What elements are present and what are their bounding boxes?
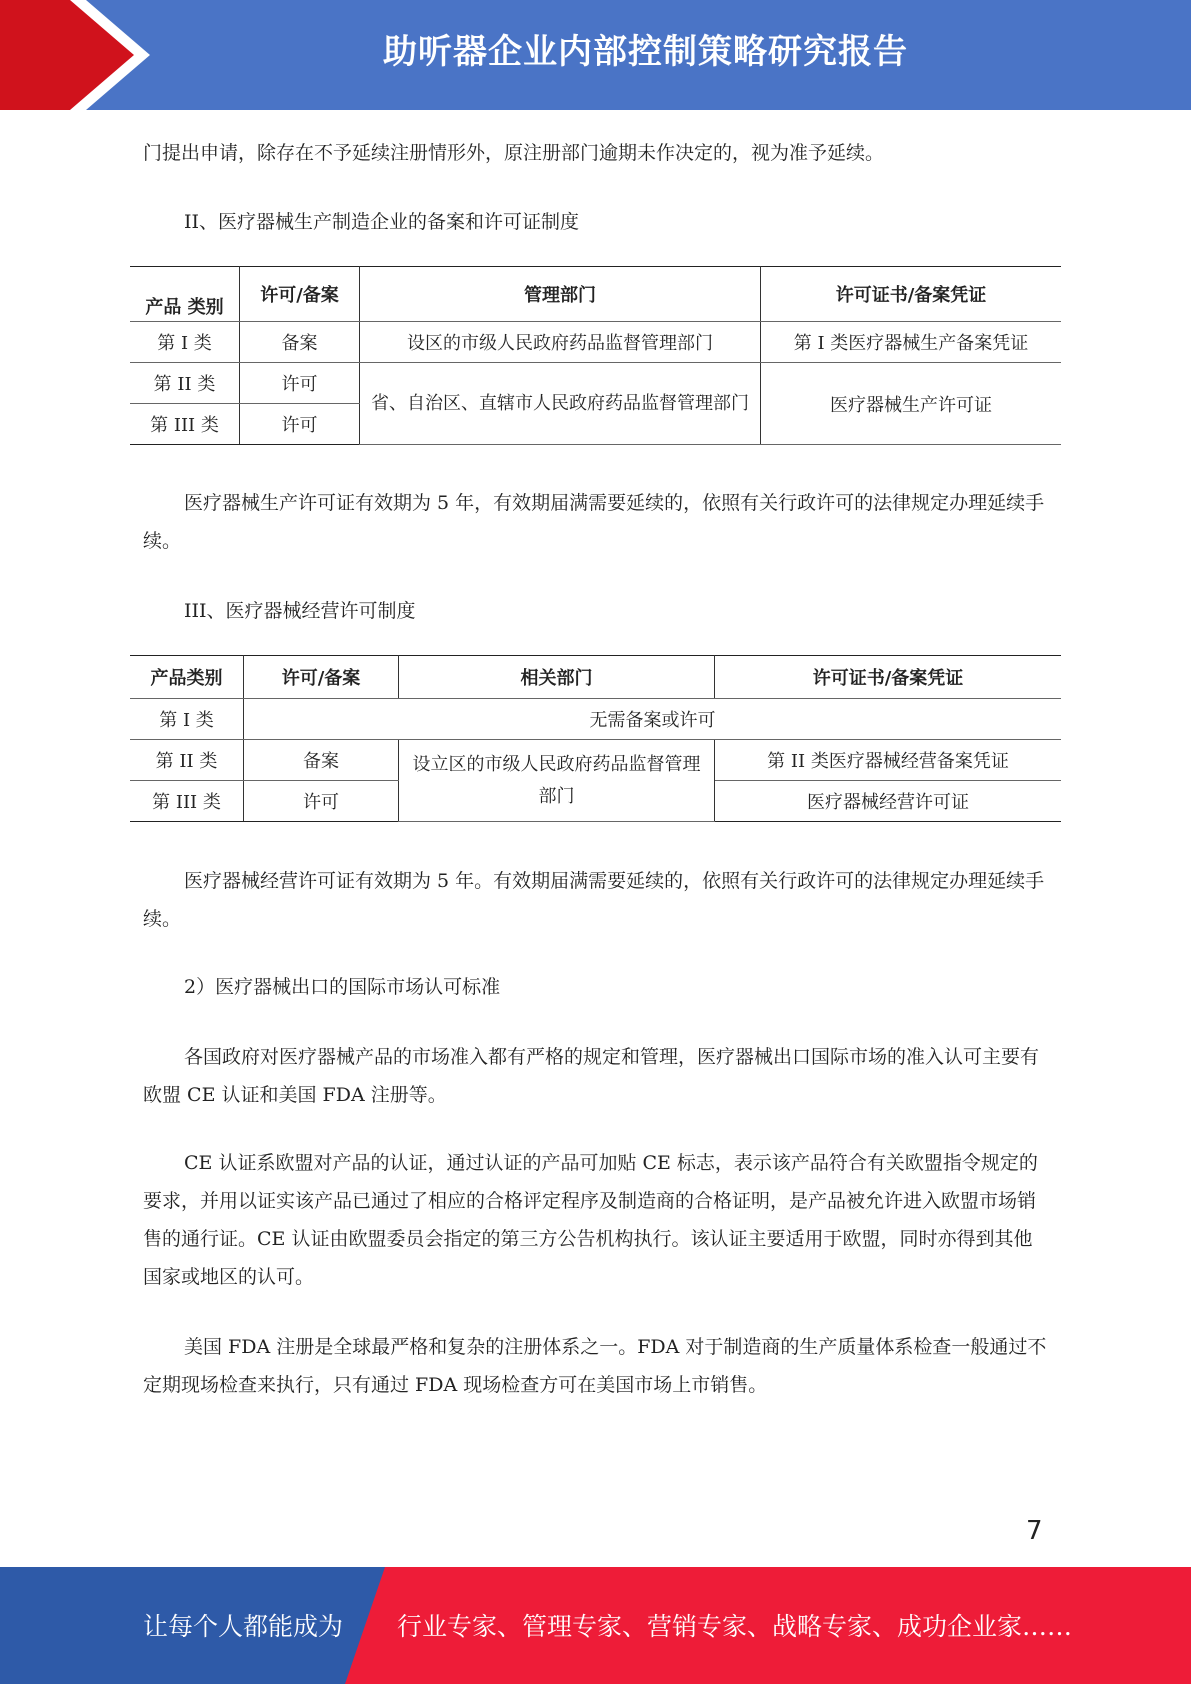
table-cell: 医疗器械经营许可证	[715, 781, 1062, 822]
table-cell: 设区的市级人民政府药品监督管理部门	[360, 322, 761, 363]
table-cell: 第 III 类	[130, 404, 240, 445]
page-footer	[0, 1567, 1191, 1684]
table-cell: 许可	[240, 363, 360, 404]
section-heading-export: 2）医疗器械出口的国际市场认可标准	[184, 976, 501, 998]
table-header-row	[130, 267, 1061, 322]
page-header	[0, 0, 1191, 110]
table-cell-merged: 省、自治区、直辖市人民政府药品监督管理部门	[360, 363, 761, 445]
table-row	[130, 699, 1061, 740]
page-number: 7	[1026, 1516, 1043, 1546]
paragraph-market-access: 各国政府对医疗器械产品的市场准入都有严格的规定和管理，医疗器械出口国际市场的准入认可主要有欧盟 CE 认证和美国 FDA 注册等。	[143, 1046, 1040, 1106]
table-cell: 第 II 类	[130, 740, 244, 781]
table-cell-merged: 医疗器械生产许可证	[761, 363, 1062, 445]
table-cell: 备案	[240, 322, 360, 363]
table-header-cell: 产品 类别	[130, 267, 240, 322]
paragraph-continuation: 门提出申请，除存在不予延续注册情形外，原注册部门逾期未作决定的，视为准予延续。	[143, 142, 885, 164]
table-cell: 备案	[244, 740, 399, 781]
table-cell: 许可	[244, 781, 399, 822]
table-cell-merged: 设立区的市级人民政府药品监督管理部门	[399, 740, 715, 822]
section-heading-iii: III、医疗器械经营许可制度	[184, 600, 416, 622]
paragraph-ce-certification: CE 认证系欧盟对产品的认证，通过认证的产品可加贴 CE 标志，表示该产品符合有关欧盟指令规定的要求，并用以证实该产品已通过了相应的合格评定程序及制造商的合格证明，是产品被允许进入欧盟市场销售的通行证。CE 认证由欧盟委员会指定的第三方公告机构执行。该认证主要适用于欧盟，同时亦得到其他国家或地区的认可。	[143, 1152, 1038, 1288]
paragraph-production-validity: 医疗器械生产许可证有效期为 5 年，有效期届满需要延续的，依照有关行政许可的法律规定办理延续手续。	[143, 492, 1045, 552]
footer-slogan-right: 行业专家、管理专家、营销专家、战略专家、成功企业家……	[397, 1612, 1073, 1641]
table-cell: 许可	[240, 404, 360, 445]
table-header-row	[130, 656, 1061, 699]
table-row	[130, 322, 1061, 363]
table-header-cell: 相关部门	[399, 656, 715, 699]
table-cell: 第 I 类	[130, 699, 244, 740]
table-cell-merged: 无需备案或许可	[244, 699, 1062, 740]
table-row	[130, 363, 1061, 404]
table-header-cell: 许可/备案	[240, 267, 360, 322]
table-header-cell: 管理部门	[360, 267, 761, 322]
business-license-table	[130, 655, 1061, 822]
table-header-cell: 许可证书/备案凭证	[715, 656, 1062, 699]
page-title: 助听器企业内部控制策略研究报告	[383, 32, 908, 72]
table-cell: 第 II 类	[130, 363, 240, 404]
production-license-table	[130, 266, 1061, 445]
table-cell: 第 III 类	[130, 781, 244, 822]
table-header-cell: 许可/备案	[244, 656, 399, 699]
table-cell: 第 II 类医疗器械经营备案凭证	[715, 740, 1062, 781]
table-cell: 第 I 类	[130, 322, 240, 363]
header-chevron-icon	[0, 0, 140, 110]
table-header-cell: 许可证书/备案凭证	[761, 267, 1062, 322]
table-cell: 第 I 类医疗器械生产备案凭证	[761, 322, 1062, 363]
section-heading-ii: II、医疗器械生产制造企业的备案和许可证制度	[184, 211, 580, 233]
table-row	[130, 740, 1061, 781]
footer-slogan-left: 让每个人都能成为	[143, 1612, 344, 1641]
table-header-cell: 产品类别	[130, 656, 244, 699]
paragraph-fda-registration: 美国 FDA 注册是全球最严格和复杂的注册体系之一。FDA 对于制造商的生产质量体系检查一般通过不定期现场检查来执行，只有通过 FDA 现场检查方可在美国市场上市销售。	[143, 1336, 1047, 1396]
paragraph-business-validity: 医疗器械经营许可证有效期为 5 年。有效期届满需要延续的，依照有关行政许可的法律规定办理延续手续。	[143, 870, 1045, 930]
